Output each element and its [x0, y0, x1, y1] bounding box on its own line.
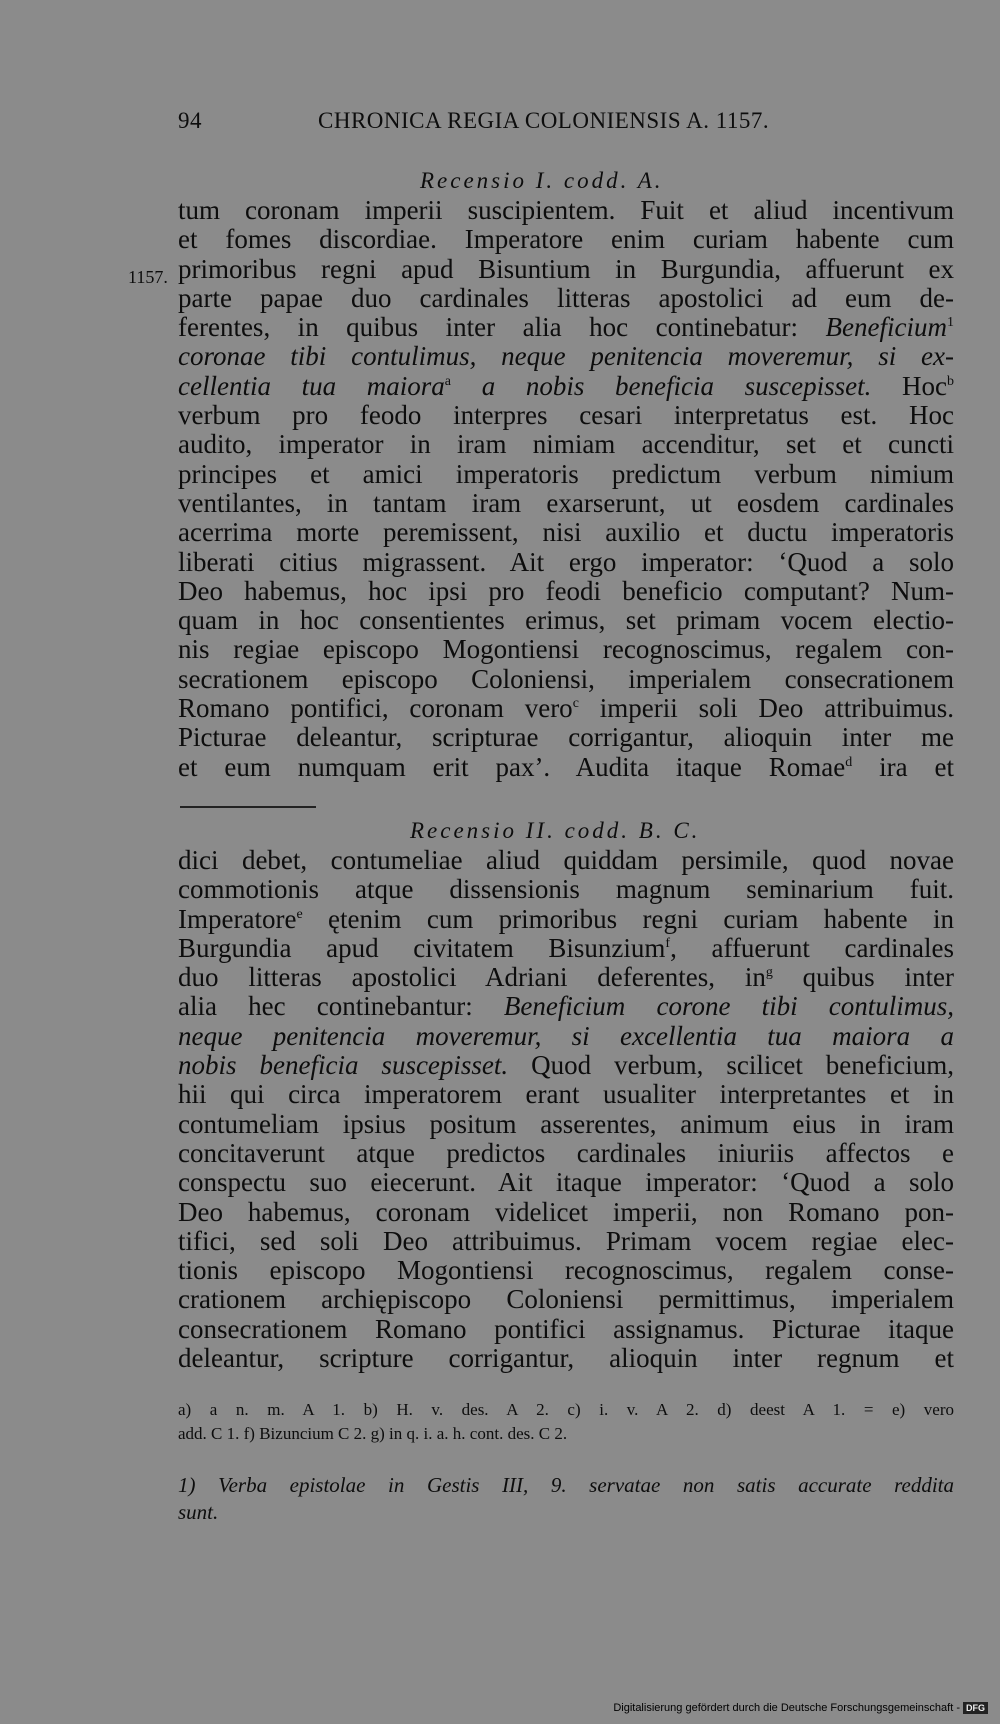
text-line: neque penitencia moveremur, si excellentia tua maiora a — [178, 1020, 954, 1051]
text-line — [178, 313, 954, 342]
footnote-mark: e — [296, 906, 303, 922]
text-segment: Romano pontifici, coronam vero — [178, 693, 573, 724]
recension-1-heading: Recensio I. codd. A. — [420, 168, 664, 193]
running-title: CHRONICA REGIA COLONIENSIS A. 1157. — [318, 108, 770, 133]
text-segment: ira et — [879, 751, 955, 782]
text-line: ventilantes, in tantam iram exarserunt, ut eosdem cardinales — [178, 487, 954, 518]
quote-segment: Beneficium corone tibi contulimus, — [503, 991, 954, 1022]
note-line: add. C 1. f) Bizuncium C 2. g) in q. i. a. h. cont. des. C 2. — [178, 1424, 568, 1443]
quote-segment: nobis beneficia suscepisset. — [178, 1050, 509, 1081]
quote-segment: a nobis beneficia suscepisset. — [481, 370, 872, 401]
text-segment: Hoc — [902, 370, 948, 401]
text-line: conspectu suo eiecerunt. Ait itaque imperator: ‘Quod a solo — [178, 1167, 954, 1198]
footnote-mark: a — [444, 373, 452, 389]
text-line: concitaverunt atque predictos cardinales iniuriis affectos e — [178, 1137, 954, 1168]
digitization-footer — [613, 1702, 988, 1714]
text-line — [178, 963, 954, 992]
text-line: audito, imperator in iram nimiam accenditur, set et cuncti — [178, 429, 954, 460]
text-segment: Burgundia apud civitatem Bisunzium — [178, 932, 666, 963]
text-line — [178, 753, 954, 782]
text-line: liberati citius migrassent. Ait ergo imperator: ‘Quod a solo — [178, 546, 954, 577]
page-number: 94 — [178, 108, 202, 133]
recension-2-heading: Recensio II. codd. B. C. — [410, 818, 701, 843]
text-line: Deo habemus, hoc ipsi pro feodi beneficio computant? Num- — [178, 575, 954, 606]
footnote-mark: f — [665, 935, 671, 951]
text-segment: duo litteras apostolici Adriani deferentes, in — [178, 962, 766, 993]
quote-segment: Beneficium — [825, 312, 947, 343]
text-line: consecrationem Romano pontifici assignamus. Picturae itaque — [178, 1313, 954, 1344]
text-line: primoribus regni apud Bisuntium in Burgundia, affuerunt ex — [178, 253, 954, 284]
text-line: crationem archiępiscopo Coloniensi permittimus, imperialem — [178, 1284, 954, 1315]
text-line — [178, 934, 954, 963]
footnote-mark: c — [572, 696, 579, 712]
text-line: tifici, sed soli Deo attribuimus. Primam vocem regiae elec- — [178, 1225, 954, 1256]
text-segment: imperii soli Deo attribuimus. — [599, 693, 954, 724]
text-line: coronae tibi contulimus, neque penitencia moveremur, si ex- — [178, 341, 954, 372]
text-segment: , affuerunt cardinales — [670, 932, 954, 963]
text-line: quam in hoc consentientes erimus, set primam vocem electio- — [178, 605, 954, 636]
section-divider — [180, 806, 316, 808]
text-line: verbum pro feodo interpres cesari interpretatus est. Hoc — [178, 400, 954, 431]
text-line — [178, 694, 954, 723]
text-segment: et eum numquam erit pax’. Audita itaque Romae — [178, 751, 846, 782]
text-line: hii qui circa imperatorem erant usualiter interpretantes et in — [178, 1079, 954, 1110]
text-line — [178, 1051, 954, 1080]
text-segment: alia hec continebantur: — [178, 991, 473, 1022]
text-line: Picturae deleantur, scripturae corrigantur, alioquin inter me — [178, 722, 954, 753]
dfg-logo: DFG — [963, 1702, 988, 1714]
note-line: sunt. — [178, 1500, 219, 1524]
text-line: principes et amici imperatoris predictum verbum nimium — [178, 458, 954, 489]
text-line — [178, 905, 954, 934]
footnote-mark: d — [845, 754, 853, 770]
text-line: acerrima morte peremissent, nisi auxilio et ductu imperatoris — [178, 517, 954, 548]
text-line: deleantur, scripture corrigantur, alioquin inter regnum et — [178, 1343, 954, 1374]
text-segment: Imperatore — [178, 903, 297, 934]
footnote-ref: 1 — [947, 315, 954, 331]
text-line: Deo habemus, coronam videlicet imperii, non Romano pon- — [178, 1196, 954, 1227]
note-line: 1) Verba epistolae in Gestis III, 9. servatae non satis accurate reddita — [178, 1473, 954, 1497]
text-segment: ferentes, in quibus inter alia hoc continebatur: — [178, 312, 799, 343]
text-segment: quibus inter — [802, 962, 954, 993]
margin-year: 1157. — [128, 267, 168, 287]
text-line: nis regiae episcopo Mogontiensi recognoscimus, regalem con- — [178, 634, 954, 665]
text-line: secrationem episcopo Coloniensi, imperialem consecrationem — [178, 663, 954, 694]
recension-2-text — [178, 846, 954, 1373]
text-line: commotionis atque dissensionis magnum seminarium fuit. — [178, 874, 954, 905]
footer-text: Digitalisierung gefördert durch die Deutsche Forschungsgemeinschaft - — [613, 1702, 960, 1714]
quote-segment: cellentia tua maiora — [178, 370, 445, 401]
apparatus-notes — [178, 1398, 954, 1446]
text-segment: Quod verbum, scilicet beneficium, — [531, 1050, 954, 1081]
text-line — [178, 992, 954, 1021]
text-line: dici debet, contumeliae aliud quiddam persimile, quod novae — [178, 845, 954, 875]
text-line: et fomes discordiae. Imperatore enim curiam habente cum — [178, 224, 954, 255]
text-line — [178, 372, 954, 401]
text-segment: ętenim cum primoribus regni curiam habente in — [328, 903, 954, 934]
text-line: contumeliam ipsius positum asserentes, animum eius in iram — [178, 1108, 954, 1139]
source-notes — [178, 1472, 954, 1526]
note-line: a) a n. m. A 1. b) H. v. des. A 2. c) i. v. A 2. d) deest A 1. = e) vero — [178, 1400, 954, 1419]
text-line: tionis episcopo Mogontiensi recognoscimus, regalem conse- — [178, 1255, 954, 1286]
footnote-mark: b — [947, 373, 955, 389]
text-line: parte papae duo cardinales litteras apostolici ad eum de- — [178, 282, 954, 313]
footnote-mark: g — [765, 965, 773, 981]
text-line: tum coronam imperii suscipientem. Fuit et aliud incentivum — [178, 195, 954, 225]
recension-1-text — [178, 196, 954, 782]
